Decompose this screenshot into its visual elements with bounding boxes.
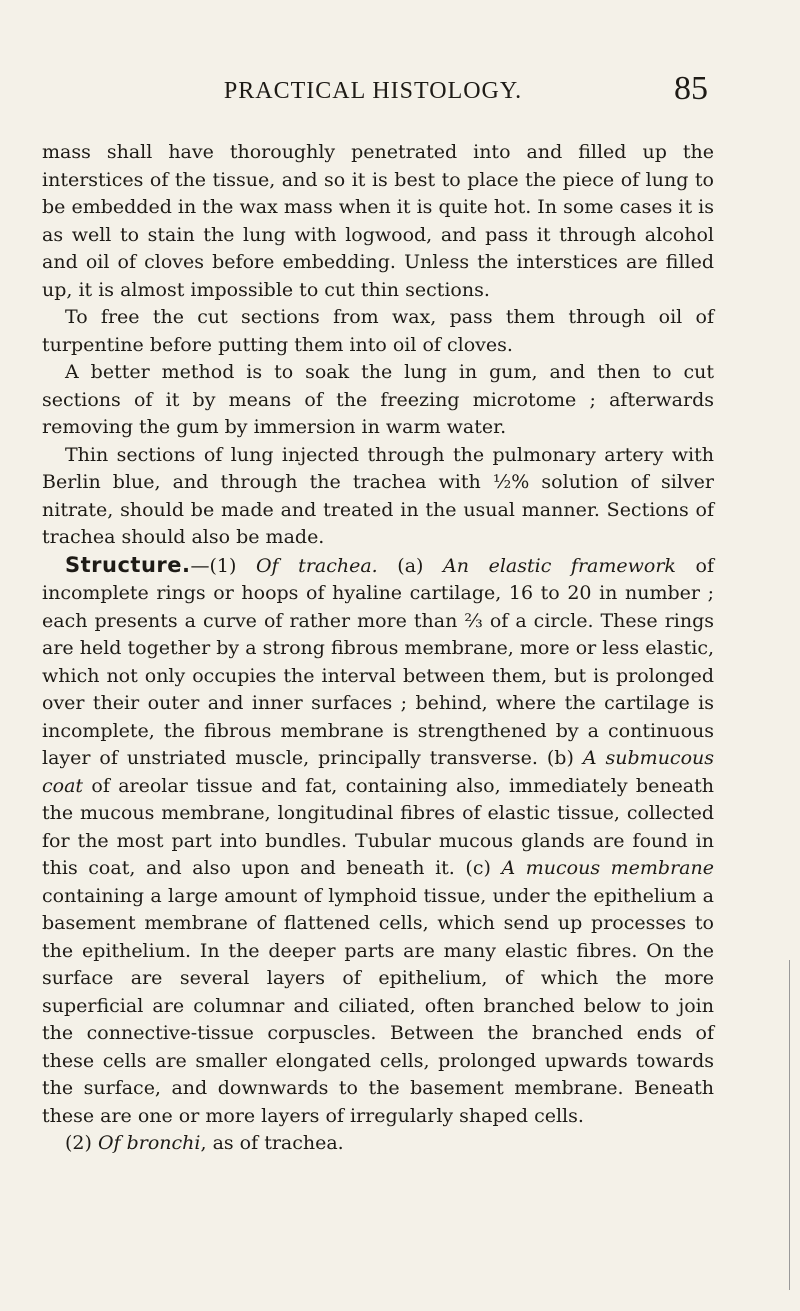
text-run: of incomplete rings or hoops of hyaline cartilage, 16 to 20 in number ; each presents a curve of rather more than ⅔ of a circle. These rings are held together by a strong fibrous membrane, more or less elastic, which not only occupies the interval between them, but is prolonged over their outer and inner surfaces ; behind, where the cartilage is incomplete, the fibrous membrane is strengthened by a continuous layer of unstriated muscle, principally transverse. (b) [42,554,714,769]
page-number: 85 [674,70,708,107]
running-title: PRACTICAL HISTOLOGY. [223,78,523,104]
italic-term: A mucous membrane [501,857,714,879]
page-edge-mark [789,960,790,1290]
paragraph-embedding: mass shall have thoroughly penetrated into and filled up the interstices of the tissue, and so it is best to place the piece of lung to be embedded in the wax mass when it is quite hot. In some cases it is as well to stain the lung with logwood, and pass it through alcohol and oil of cloves before embedding. Unless the interstices are filled up, it is almost impossible to cut thin sections. [42,141,714,301]
italic-term: A submucous coat [42,747,714,797]
paragraph-turpentine: To free the cut sections from wax, pass them through oil of turpentine before putting them into oil of cloves. [42,306,714,356]
paragraph-injection: Thin sections of lung injected through the pulmonary artery with Berlin blue, and through the trachea with ½% solution of silver nitrate, should be made and treated in the usual manner. Sections of trachea should also be made. [42,443,714,548]
section-heading: Structure. [65,552,191,577]
running-head [42,70,708,110]
body-text [42,139,714,1158]
text-run: —(1) [190,554,256,577]
text-run: (2) [65,1132,98,1154]
paragraph-structure [42,552,714,1131]
italic-term: Of bronchi [97,1132,201,1154]
paragraph-gum-method: A better method is to soak the lung in gum, and then to cut sections of it by means of the freezing microtome ; afterwards removing the gum by immersion in warm water. [42,361,714,438]
italic-term: Of trachea. [255,554,378,577]
paragraph-bronchi [42,1130,714,1158]
text-run: (a) [377,554,444,577]
text-run: containing a large amount of lymphoid tissue, under the epithelium a basement membrane of flattened cells, which send up processes to the epithelium. In the deeper parts are many elastic fibres. On the surface are several layers of epithelium, of which the more superficial are columnar and ciliated, often branched below to join the connective-tissue corpuscles. Between the branched ends of these cells are smaller elongated cells, prolonged upwards towards the surface, and downwards to the basement membrane. Beneath these are one or more layers of irregularly shaped cells. [42,884,714,1127]
text-run: , as of trachea. [200,1132,344,1154]
italic-term: An elastic framework [443,554,676,577]
text-run: of areolar tissue and fat, containing also, immediately beneath the mucous membrane, longitudinal fibres of elastic tissue, collected for the most part into bundles. Tubular mucous glands are found in this coat, and also upon and beneath it. (c) [42,774,714,879]
